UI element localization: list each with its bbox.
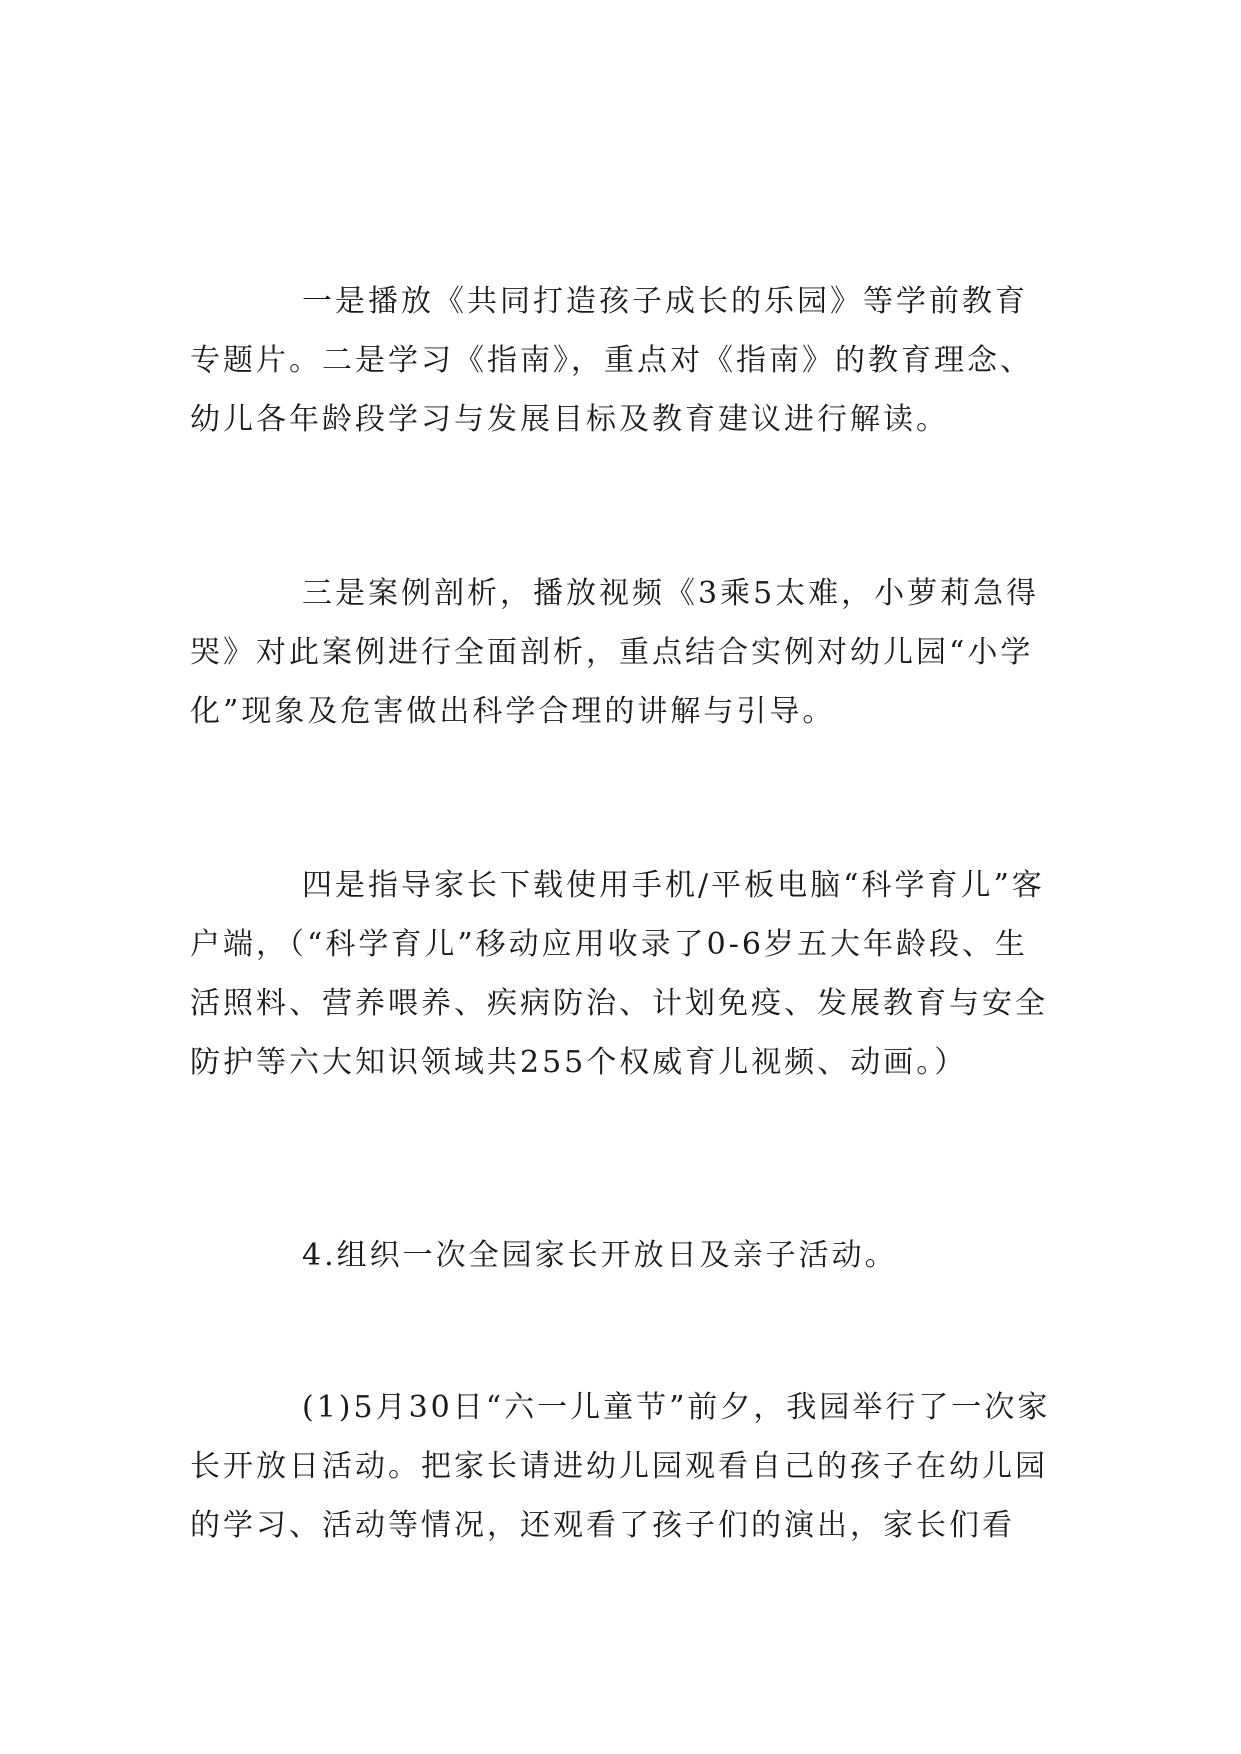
paragraph-1: 一是播放《共同打造孩子成长的乐园》等学前教育专题片。二是学习《指南》，重点对《指南》的教育理念、幼儿各年龄段学习与发展目标及教育建议进行解读。 bbox=[190, 284, 1033, 437]
paragraph-5: (1)5月30日“六一儿童节”前夕，我园举行了一次家长开放日活动。把家长请进幼儿园观看自己的孩子在幼儿园的学习、活动等情况，还观看了孩子们的演出，家长们看 bbox=[190, 1390, 1051, 1543]
paragraph-2: 三是案例剖析，播放视频《3乘5太难，小萝莉急得哭》对此案例进行全面剖析，重点结合实例对幼儿园“小学化”现象及危害做出科学合理的讲解与引导。 bbox=[190, 576, 1040, 729]
paragraph-3: 四是指导家长下载使用手机/平板电脑“科学育儿”客户端，（“科学育儿”移动应用收录了0-6岁五大年龄段、生活照料、营养喂养、疾病防治、计划免疫、发展教育与安全防护等六大知识领域共255个权威育儿视频、动画。） bbox=[190, 868, 1048, 1080]
paragraph-4: 4.组织一次全园家长开放日及亲子活动。 bbox=[302, 1238, 898, 1273]
